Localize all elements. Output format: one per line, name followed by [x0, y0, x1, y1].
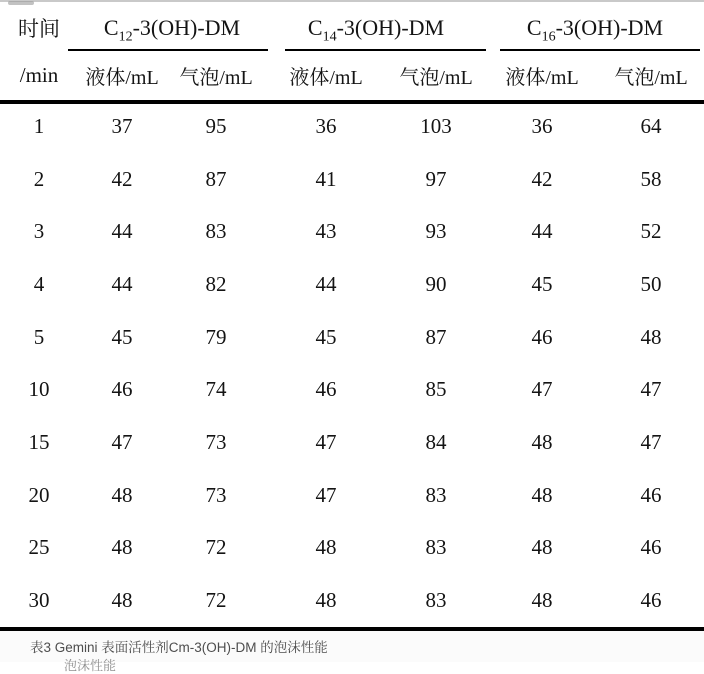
cell-c12-bubble: 87: [205, 166, 227, 191]
group-header-c14-label: [307, 15, 445, 45]
subheader-c12-liquid: 液体/mL: [85, 67, 159, 89]
group-c16-prefix: C: [526, 15, 542, 40]
cell-time: 2: [33, 166, 45, 191]
time-header-cell: [0, 5, 78, 100]
group-c14-suffix: -3(OH)-DM: [336, 15, 445, 40]
group-underline-c14: [285, 49, 486, 51]
group-c14-prefix: C: [307, 15, 323, 40]
cell-c12-liquid: 48: [111, 482, 133, 507]
cell-c16-liquid: 45: [531, 271, 553, 296]
cell-time: 25: [28, 535, 50, 560]
cell-time: 4: [33, 271, 45, 296]
group-header-c16: [486, 5, 704, 51]
cell-c14-bubble: 97: [425, 166, 447, 191]
cell-c14-liquid: 41: [315, 166, 337, 191]
cell-c12-liquid: 45: [111, 324, 133, 349]
table-row: [0, 100, 704, 153]
cell-c14-liquid: 46: [315, 377, 337, 402]
subheader-row: [0, 51, 704, 100]
cell-c12-bubble: 95: [205, 113, 227, 138]
cell-c14-bubble: 103: [420, 113, 452, 138]
cell-c12-bubble: 72: [205, 588, 227, 613]
cell-c16-bubble: 46: [640, 482, 662, 507]
cell-c14-liquid: 47: [315, 429, 337, 454]
table-row: [0, 522, 704, 575]
cell-time: 15: [28, 429, 50, 454]
cell-time: 30: [28, 588, 50, 613]
cell-c14-liquid: 45: [315, 324, 337, 349]
cell-c14-bubble: 93: [425, 219, 447, 244]
cell-c16-bubble: 50: [640, 271, 662, 296]
cell-c14-liquid: 48: [315, 535, 337, 560]
group-c16-subscript: 16: [541, 29, 556, 45]
cell-c12-liquid: 44: [111, 271, 133, 296]
cell-c14-liquid: 47: [315, 482, 337, 507]
cell-c12-bubble: 79: [205, 324, 227, 349]
top-light-rule: [0, 0, 704, 2]
subheader-c16-liquid: 液体/mL: [505, 67, 579, 89]
cell-c12-liquid: 48: [111, 588, 133, 613]
table-body: [0, 100, 704, 627]
cell-time: 20: [28, 482, 50, 507]
group-underline-c12: [68, 49, 268, 51]
cell-c14-bubble: 84: [425, 429, 447, 454]
cell-c12-liquid: 37: [111, 113, 133, 138]
group-c14-subscript: 14: [322, 29, 337, 45]
cell-c16-bubble: 52: [640, 219, 662, 244]
cell-c16-liquid: 48: [531, 482, 553, 507]
cell-c14-liquid: 44: [315, 271, 337, 296]
cell-c14-bubble: 83: [425, 535, 447, 560]
table-row: [0, 574, 704, 627]
cell-c14-liquid: 36: [315, 113, 337, 138]
group-c12-subscript: 12: [118, 29, 133, 45]
time-unit-label: /min: [19, 63, 59, 87]
table-header: [0, 5, 704, 100]
cell-c16-liquid: 46: [531, 324, 553, 349]
cell-c12-bubble: 74: [205, 377, 227, 402]
cell-c16-bubble: 47: [640, 377, 662, 402]
group-c12-prefix: C: [103, 15, 119, 40]
table-row: [0, 416, 704, 469]
cell-c14-liquid: 43: [315, 219, 337, 244]
cell-c16-bubble: 47: [640, 429, 662, 454]
subheader-c12-bubble: 气泡/mL: [179, 67, 253, 89]
cell-c16-liquid: 47: [531, 377, 553, 402]
cell-c16-liquid: 36: [531, 113, 553, 138]
table-row: [0, 205, 704, 258]
cell-c16-liquid: 44: [531, 219, 553, 244]
cell-c12-liquid: 47: [111, 429, 133, 454]
cell-time: 1: [33, 113, 45, 138]
cell-c12-liquid: 46: [111, 377, 133, 402]
clipped-next-line: 泡沫性能: [64, 658, 117, 673]
cell-c12-bubble: 82: [205, 271, 227, 296]
cell-time: 5: [33, 324, 45, 349]
cell-time: 10: [28, 377, 50, 402]
cell-c14-bubble: 85: [425, 377, 447, 402]
group-header-row: [0, 5, 704, 51]
cell-c12-bubble: 73: [205, 482, 227, 507]
table-row: [0, 469, 704, 522]
table-caption: 表3 Gemini 表面活性剂Cm-3(OH)-DM 的泡沫性能: [30, 640, 328, 655]
cell-c16-bubble: 58: [640, 166, 662, 191]
table-row: [0, 311, 704, 364]
group-underline-c16: [500, 49, 700, 51]
subheader-c14-bubble: 气泡/mL: [399, 67, 473, 89]
group-header-c12-label: [103, 15, 241, 45]
subheader-c16-bubble: 气泡/mL: [614, 67, 688, 89]
cell-c16-bubble: 46: [640, 588, 662, 613]
cell-c16-liquid: 48: [531, 429, 553, 454]
group-header-c16-label: [526, 15, 664, 45]
cell-c16-bubble: 64: [640, 113, 662, 138]
cell-c12-liquid: 44: [111, 219, 133, 244]
cell-c12-liquid: 48: [111, 535, 133, 560]
cell-c14-bubble: 87: [425, 324, 447, 349]
group-c12-suffix: -3(OH)-DM: [132, 15, 241, 40]
cell-c16-bubble: 46: [640, 535, 662, 560]
cell-c16-liquid: 42: [531, 166, 553, 191]
group-c16-suffix: -3(OH)-DM: [555, 15, 664, 40]
cell-c16-liquid: 48: [531, 535, 553, 560]
cell-c16-liquid: 48: [531, 588, 553, 613]
table-row: [0, 363, 704, 416]
cell-c12-bubble: 72: [205, 535, 227, 560]
cell-c12-liquid: 42: [111, 166, 133, 191]
cell-c14-bubble: 83: [425, 482, 447, 507]
foam-performance-table: [0, 5, 704, 627]
table-row: [0, 258, 704, 311]
time-header-label: 时间: [18, 17, 60, 41]
group-header-c12: [78, 5, 266, 51]
group-header-c14: [266, 5, 486, 51]
cell-c14-bubble: 83: [425, 588, 447, 613]
subheader-c14-liquid: 液体/mL: [289, 67, 363, 89]
cell-c12-bubble: 73: [205, 429, 227, 454]
table-row: [0, 153, 704, 206]
cell-c14-liquid: 48: [315, 588, 337, 613]
cell-time: 3: [33, 219, 45, 244]
cell-c16-bubble: 48: [640, 324, 662, 349]
header-bottom-rule: [0, 100, 704, 104]
cell-c14-bubble: 90: [425, 271, 447, 296]
cell-c12-bubble: 83: [205, 219, 227, 244]
